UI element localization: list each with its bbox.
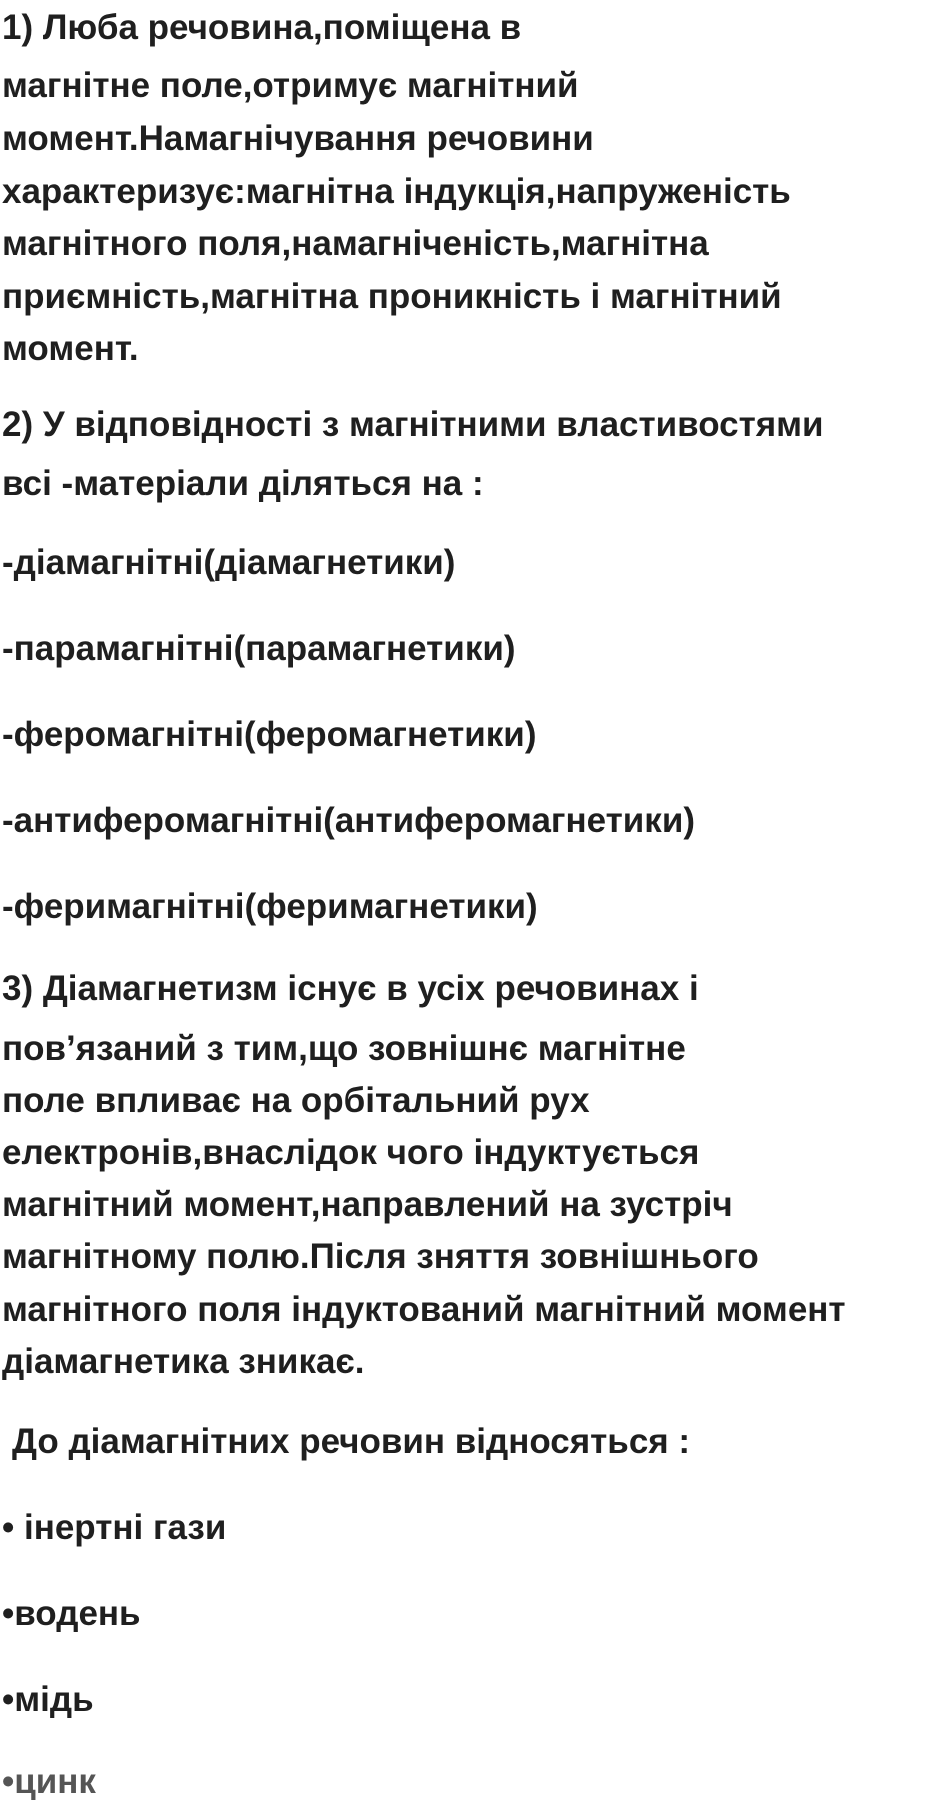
section3-line-3: поле впливає на орбітальний рух	[2, 1081, 590, 1120]
substance-bullet-cut-off: •цинк	[2, 1762, 96, 1801]
section1-line-6: приємність,магнітна проникність і магнітний	[2, 277, 782, 316]
substance-bullet: •мідь	[2, 1680, 94, 1719]
section3-line-5: магнітний момент,направлений на зустріч	[2, 1185, 733, 1224]
section3-line-1: 3) Діамагнетизм існує в усіх речовинах і	[2, 969, 699, 1008]
section3-line-2: пов’язаний з тим,що зовнішнє магнітне	[2, 1029, 686, 1068]
section3-line-7: магнітного поля індуктований магнітний момент	[2, 1290, 846, 1329]
section1-line-2: магнітне поле,отримує магнітний	[2, 66, 579, 105]
material-type-item: -феримагнітні(феримагнетики)	[2, 887, 538, 926]
material-type-item: -антиферомагнітні(антиферомагнетики)	[2, 801, 695, 840]
section3-line-8: діамагнетика зникає.	[2, 1342, 365, 1381]
section1-line-1: 1) Люба речовина,поміщена в	[2, 8, 522, 47]
section3-line-6: магнітному полю.Після зняття зовнішнього	[2, 1237, 759, 1276]
page-right-edge	[915, 0, 929, 1782]
section3-line-4: електронів,внаслідок чого індуктується	[2, 1133, 700, 1172]
section1-line-7: момент.	[2, 329, 139, 368]
substance-bullet: •водень	[2, 1594, 141, 1633]
section2-line-2: всі -матеріали діляться на :	[2, 464, 484, 503]
section1-line-5: магнітного поля,намагніченість,магнітна	[2, 224, 709, 263]
diamagnetic-subheading: До діамагнітних речовин відносяться :	[12, 1422, 691, 1461]
section1-line-3: момент.Намагнічування речовини	[2, 119, 594, 158]
section2-line-1: 2) У відповідності з магнітними властивостями	[2, 405, 824, 444]
material-type-item: -діамагнітні(діамагнетики)	[2, 543, 456, 582]
substance-bullet: • інертні гази	[2, 1508, 227, 1547]
material-type-item: -феромагнітні(феромагнетики)	[2, 715, 537, 754]
material-type-item: -парамагнітні(парамагнетики)	[2, 629, 516, 668]
section1-line-4: характеризує:магнітна індукція,напруженість	[2, 172, 791, 211]
